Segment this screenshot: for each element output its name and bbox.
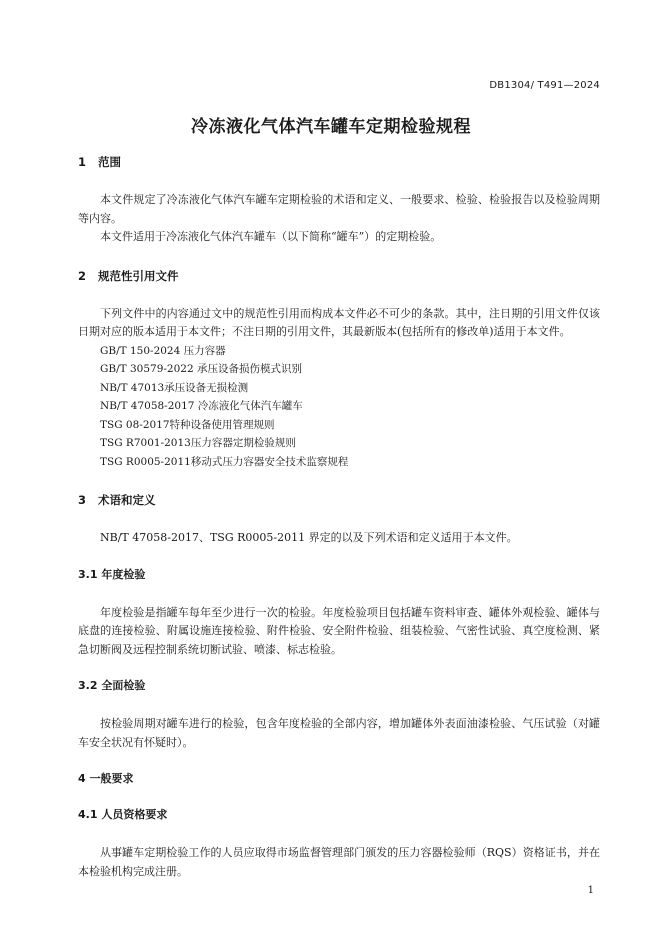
section-heading-terms — [78, 491, 600, 509]
section-heading-general-requirements: 4 一般要求 — [78, 772, 134, 785]
reference-item: GB/T 30579-2022 承压设备损伤模式识别 — [100, 363, 302, 375]
paragraph: 本文件规定了冷冻液化气体汽车罐车定期检验的术语和定义、一般要求、检验、检验报告以及检验周期等内容。 — [78, 193, 600, 225]
section-number: 1 — [78, 155, 87, 169]
subsection-heading-comprehensive-inspection: 3.2 全面检验 — [78, 679, 146, 692]
reference-list — [78, 342, 600, 472]
document-body — [78, 153, 600, 881]
paragraph: 本文件适用于冷冻液化气体汽车罐车（以下简称“罐车”）的定期检验。 — [100, 230, 442, 243]
section-number: 2 — [78, 268, 87, 283]
paragraph: 下列文件中的内容通过文中的规范性引用而构成本文件必不可少的条款。其中，注日期的引用文件仅该日期对应的版本适用于本文件；不注日期的引用文件，其最新版本(包括所有的修改单)适用于本文件。 — [78, 306, 600, 338]
document-title: 冷冻液化气体汽车罐车定期检验规程 — [191, 117, 471, 137]
section-title: 术语和定义 — [98, 493, 156, 507]
document-code: DB1304/ T491—2024 — [489, 80, 600, 91]
paragraph: 按检验周期对罐车进行的检验，包含年度检验的全部内容，增加罐体外表面油漆检验、气压试验（对罐车安全状况有怀疑时）。 — [78, 717, 600, 749]
reference-item: NB/T 47058-2017 冷冻液化气体汽车罐车 — [100, 400, 303, 412]
reference-item: TSG R7001-2013压力容器定期检验规则 — [100, 437, 296, 449]
paragraph: NB/T 47058-2017、TSG R0005-2011 界定的以及下列术语和定义适用于本文件。 — [100, 531, 518, 544]
page-number: 1 — [587, 885, 594, 896]
subsection-heading-annual-inspection: 3.1 年度检验 — [78, 567, 146, 581]
reference-item: TSG R0005-2011移动式压力容器安全技术监察规程 — [100, 455, 349, 468]
reference-item: NB/T 47013承压设备无损检测 — [100, 381, 249, 394]
reference-item: TSG 08-2017特种设备使用管理规则 — [100, 418, 275, 431]
reference-item: GB/T 150-2024 压力容器 — [100, 344, 226, 357]
subsection-heading-personnel-qualification: 4.1 人员资格要求 — [78, 808, 168, 821]
section-title: 范围 — [98, 155, 121, 169]
section-heading-scope — [78, 153, 600, 171]
paragraph: 年度检验是指罐车每年至少进行一次的检验。年度检验项目包括罐车资料审查、罐体外观检验、罐体与底盘的连接检验、附属设施连接检验、附件检验、安全附件检验、组装检验、气密性试验、真空度检测、紧急切断阀及远程控制系统切断试验、喷漆、标志检验。 — [78, 605, 600, 656]
section-number: 3 — [78, 493, 87, 507]
section-title: 规范性引用文件 — [98, 268, 179, 283]
section-heading-normative-references — [78, 267, 600, 285]
paragraph: 从事罐车定期检验工作的人员应取得市场监督管理部门颁发的压力容器检验师（RQS）资格证书，并在本检验机构完成注册。 — [78, 846, 600, 878]
